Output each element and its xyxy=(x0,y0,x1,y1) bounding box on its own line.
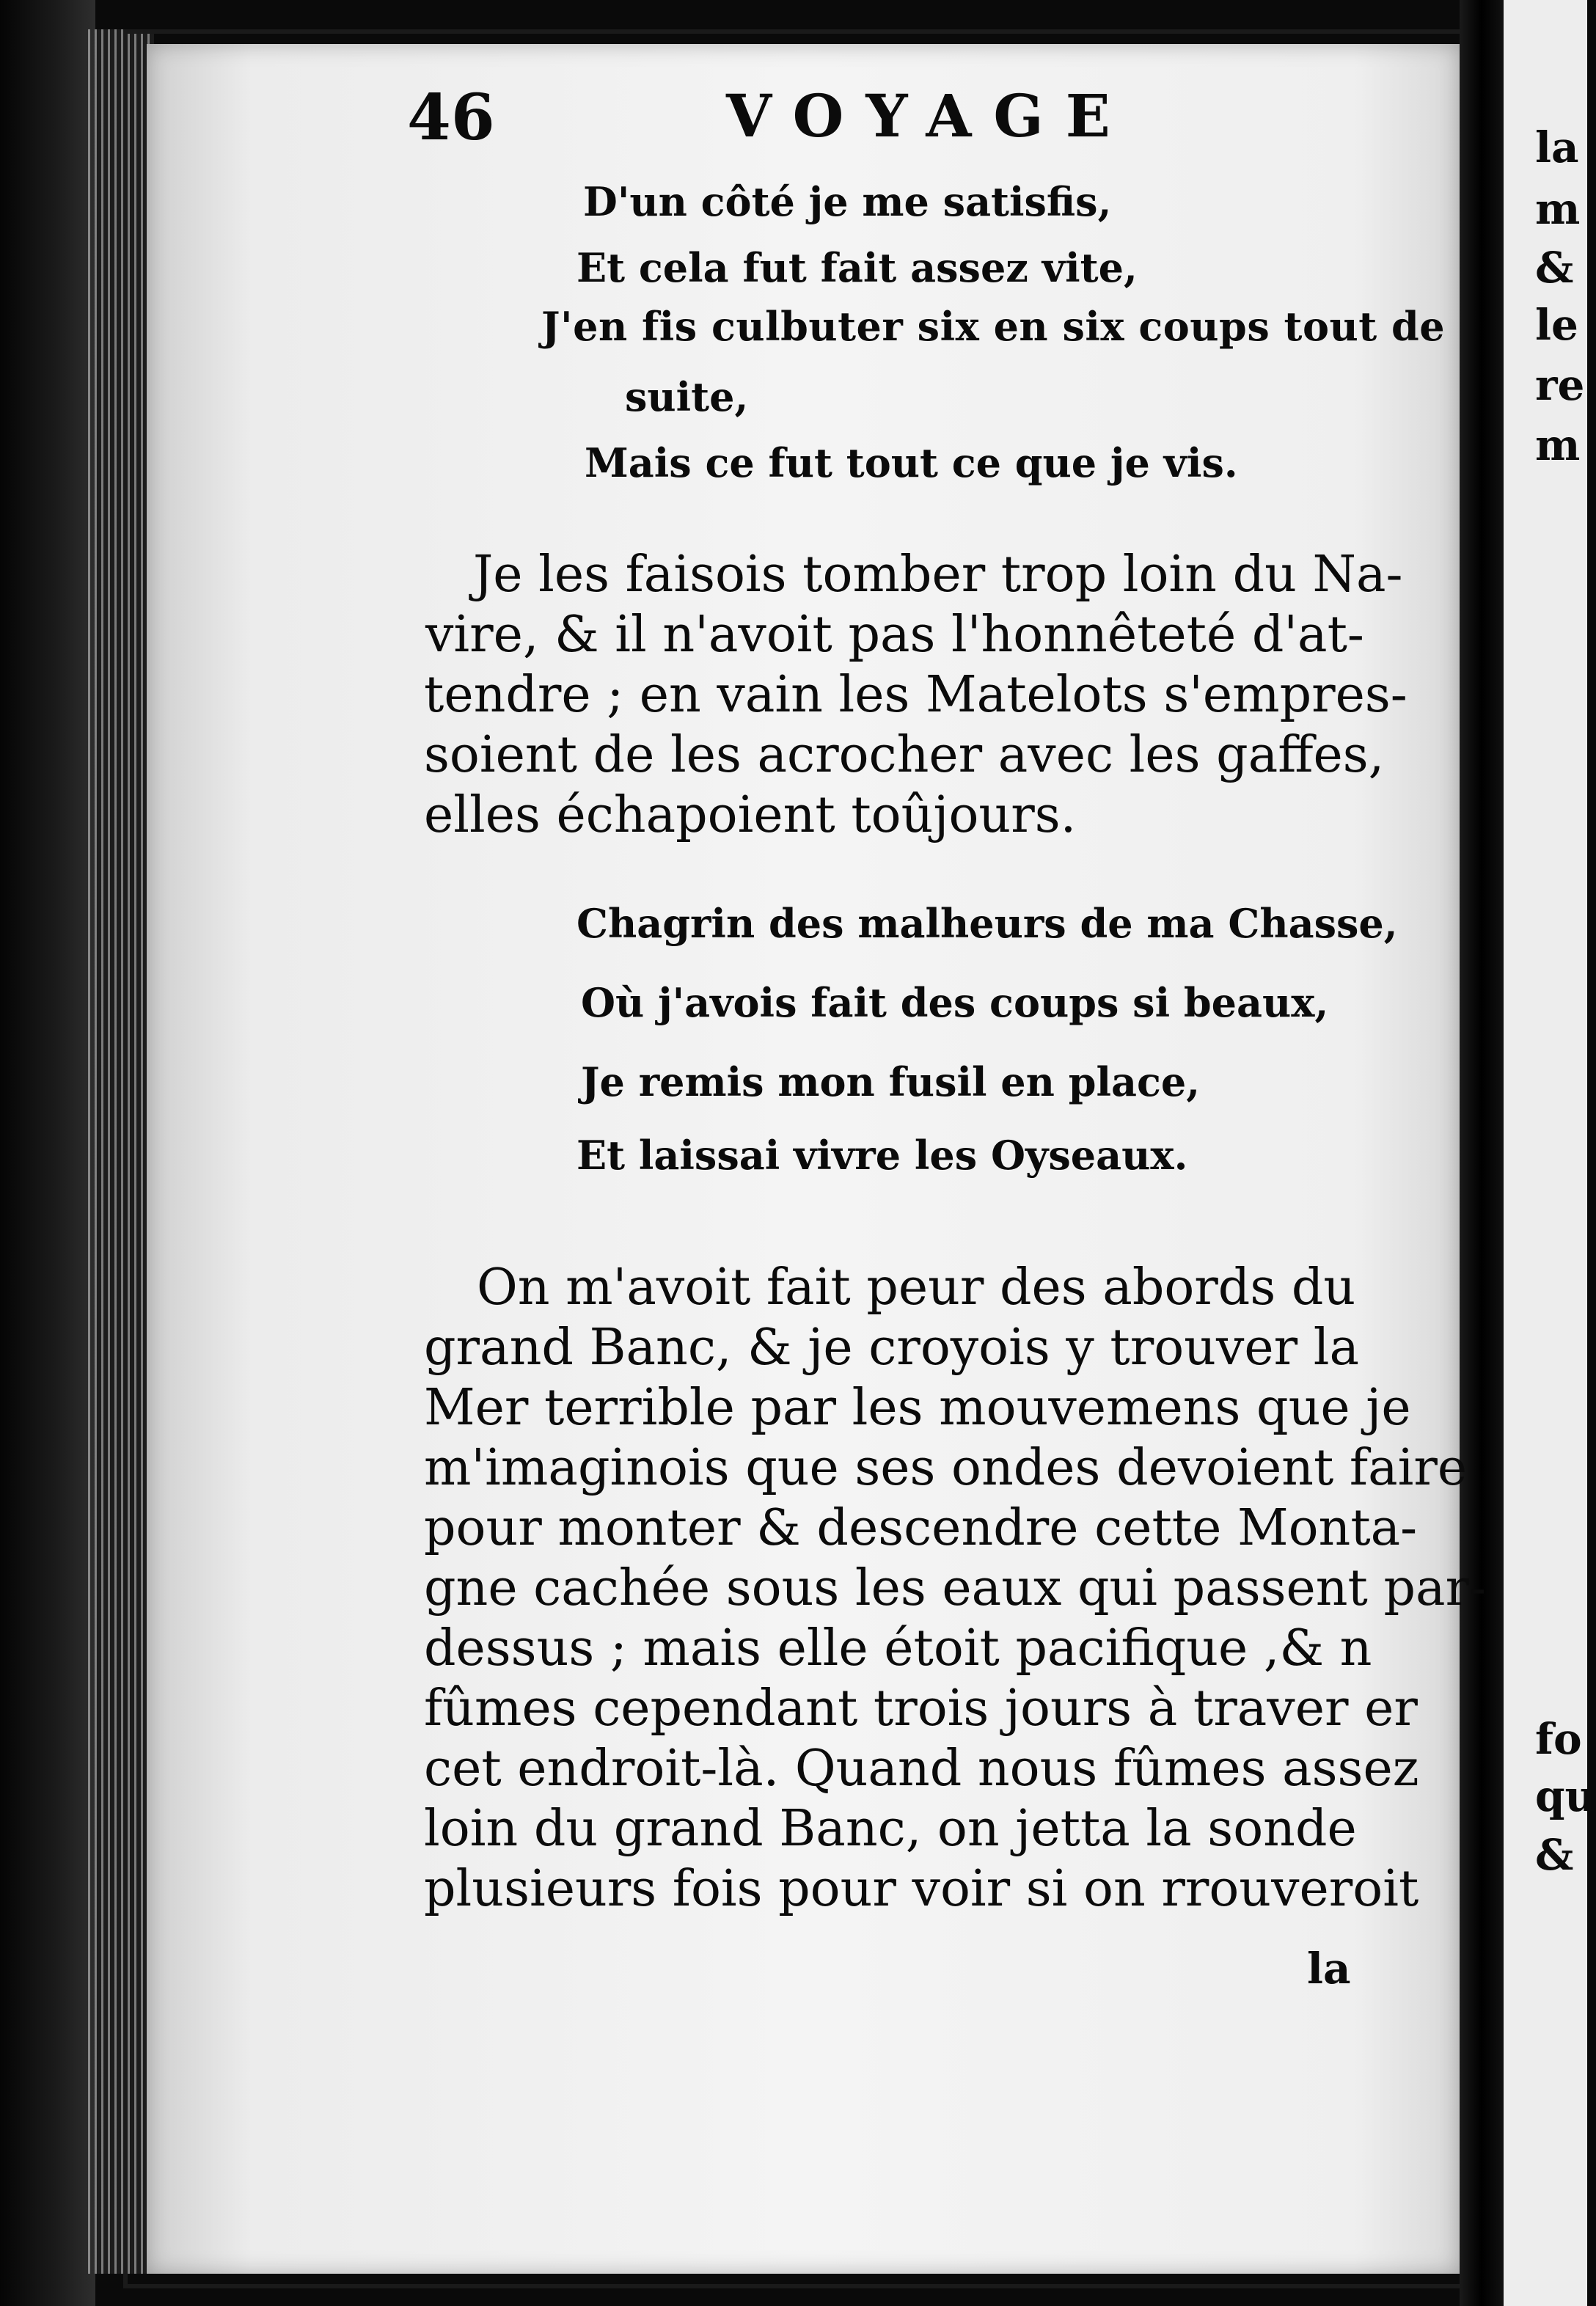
prose-line: gne cachée sous les eaux qui passent par- xyxy=(424,1559,1487,1617)
facing-page-fragment: fo xyxy=(1535,1714,1582,1764)
prose-line: loin du grand Banc, on jetta la sonde xyxy=(424,1800,1357,1858)
verse-line: Et laissai vivre les Oyseaux. xyxy=(576,1132,1188,1179)
facing-page-fragment: m xyxy=(1535,184,1581,234)
verse-line: Je remis mon fusil en place, xyxy=(581,1058,1201,1105)
prose-line: On m'avoit fait peur des abords du xyxy=(477,1259,1356,1317)
prose-line: m'imaginois que ses ondes devoient faire xyxy=(424,1439,1468,1497)
book-binding xyxy=(0,0,95,2306)
facing-page-fragment: re xyxy=(1535,360,1585,410)
prose-line: fûmes cependant trois jours à traver er xyxy=(424,1680,1418,1738)
prose-line: plusieurs fois pour voir si on rrouveroit xyxy=(424,1860,1419,1918)
verse-line: Et cela fut fait assez vite, xyxy=(576,244,1138,291)
running-title: VOYAGE xyxy=(726,81,1132,150)
verse-line: Mais ce fut tout ce que je vis. xyxy=(585,439,1238,486)
prose-line: dessus ; mais elle étoit pacifique ,& n xyxy=(424,1619,1372,1677)
prose-line: Mer terrible par les mouvemens que je xyxy=(424,1379,1411,1437)
verse-line: suite, xyxy=(625,373,749,420)
verse-line: D'un côté je me satisfis, xyxy=(583,178,1112,225)
facing-page-fragment: qu xyxy=(1535,1771,1596,1821)
prose-line: pour monter & descendre cette Monta- xyxy=(424,1499,1418,1557)
prose-line: grand Banc, & je croyois y trouver la xyxy=(424,1319,1360,1377)
prose-line: vire, & il n'avoit pas l'honnêteté d'at- xyxy=(425,606,1364,664)
facing-page-fragment: le xyxy=(1535,300,1578,350)
facing-page-fragment: & xyxy=(1535,243,1574,293)
prose-line: cet endroit-là. Quand nous fûmes assez xyxy=(424,1740,1419,1798)
book-gutter xyxy=(1460,0,1504,2306)
facing-page-fragment: la xyxy=(1535,122,1579,172)
verse-line: Chagrin des malheurs de ma Chasse, xyxy=(576,900,1398,947)
verse-line: J'en fis culbuter six en six coups tout de xyxy=(541,303,1446,350)
catchword: la xyxy=(1307,1944,1351,1994)
prose-line: tendre ; en vain les Matelots s'empres- xyxy=(424,666,1408,724)
prose-line: Je les faisois tomber trop loin du Na- xyxy=(473,546,1403,604)
verse-line: Où j'avois fait des coups si beaux, xyxy=(581,979,1329,1026)
facing-page-fragment: & xyxy=(1535,1830,1574,1880)
prose-line: soient de les acrocher avec les gaffes, xyxy=(424,726,1385,784)
page-number: 46 xyxy=(407,81,495,155)
facing-page-fragment: m xyxy=(1535,420,1581,470)
prose-line: elles échapoient toûjours. xyxy=(424,786,1077,844)
